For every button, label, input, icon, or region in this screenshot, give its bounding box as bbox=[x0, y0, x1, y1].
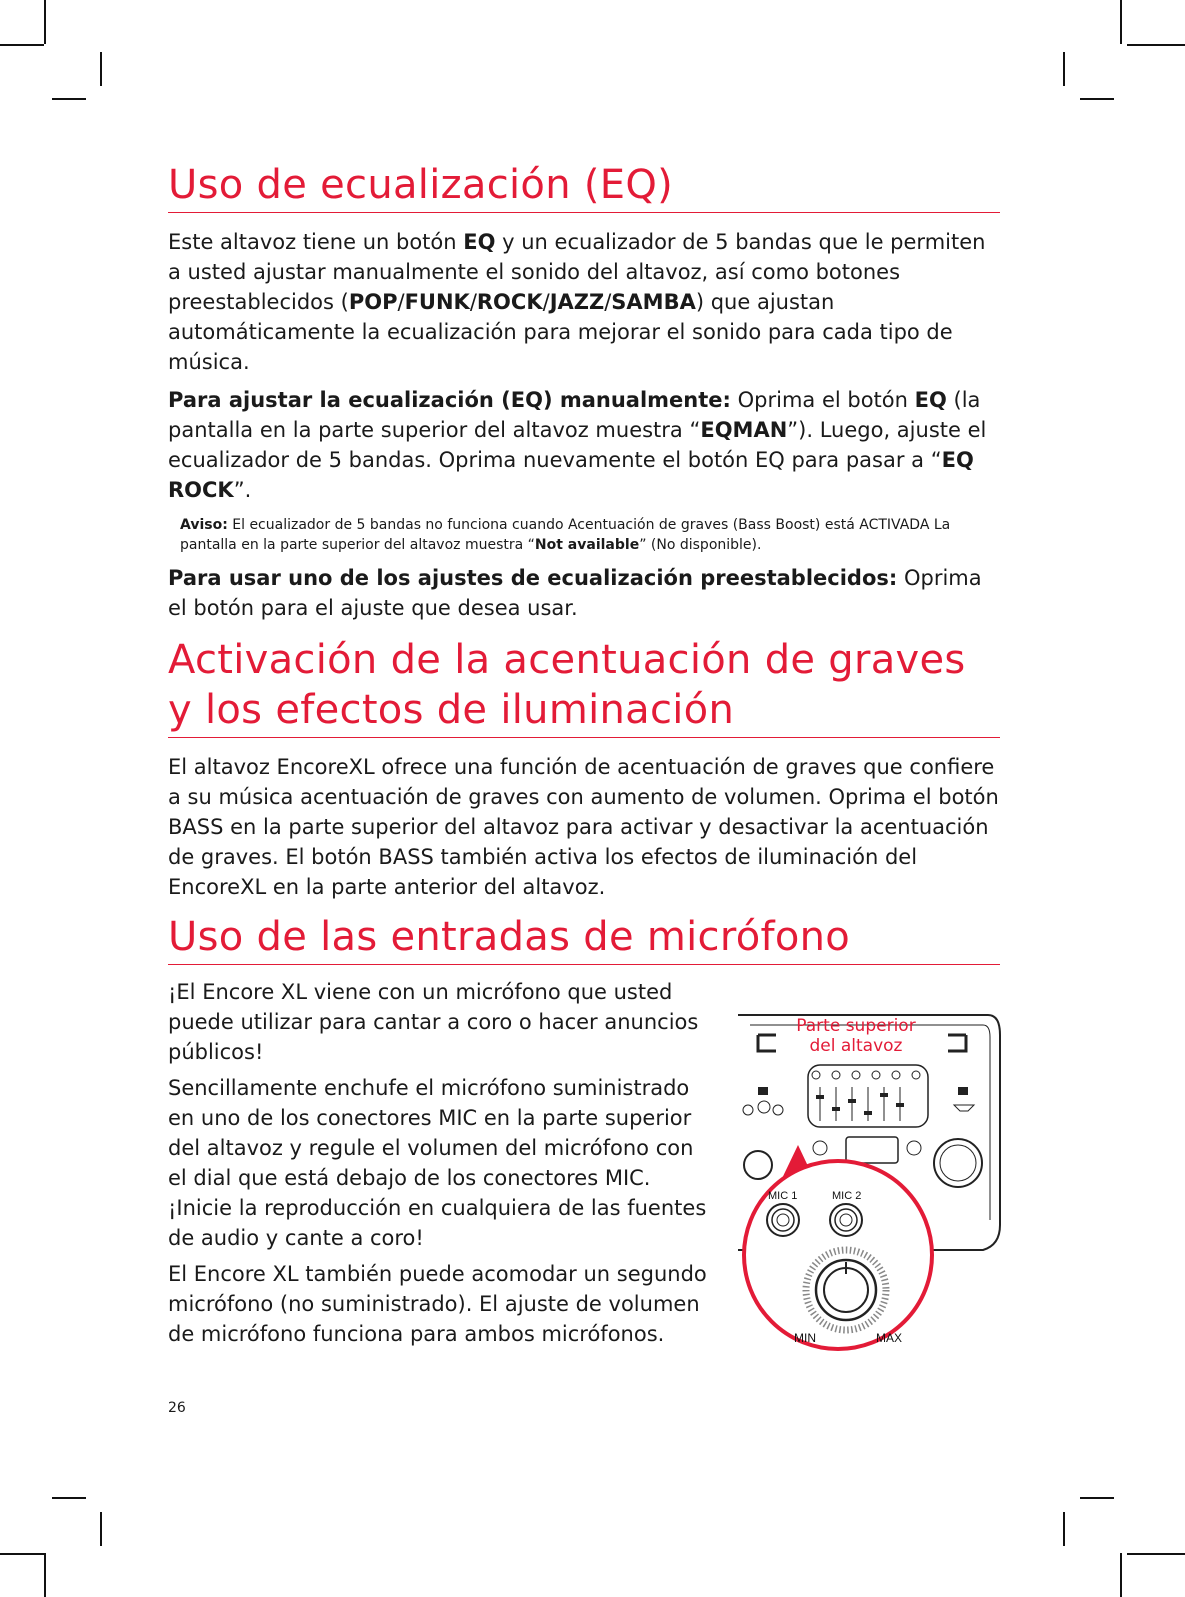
speaker-top-diagram bbox=[728, 995, 1008, 1355]
crop-mark bbox=[0, 44, 44, 46]
speaker-top-illustration bbox=[728, 995, 1008, 1355]
crop-mark bbox=[0, 1553, 44, 1555]
crop-mark bbox=[1080, 98, 1114, 100]
mic1-label: MIC 1 bbox=[768, 1190, 798, 1202]
page-number: 26 bbox=[168, 1400, 186, 1416]
crop-mark bbox=[100, 52, 102, 86]
mic2-label: MIC 2 bbox=[832, 1190, 862, 1202]
bass-section-title: Activación de la acentuación de graves y los efectos de iluminación bbox=[168, 635, 1000, 738]
crop-mark bbox=[52, 98, 86, 100]
mic-section bbox=[168, 965, 1000, 1365]
mic-text-column bbox=[168, 965, 713, 1349]
mic-paragraph-1: ¡El Encore XL viene con un micrófono que usted puede utilizar para cantar a coro o hacer anuncios públicos! bbox=[168, 980, 699, 1064]
mic-paragraph-2: Sencillamente enchufe el micrófono suministrado en uno de los conectores MIC en la parte superior del altavoz y regule el volumen del micrófono con el dial que está debajo de los conectores MIC. ¡Inicie la reproducción en cualquiera de las fuentes de audio y cante a coro! bbox=[168, 1076, 707, 1250]
crop-mark bbox=[1063, 1512, 1065, 1546]
eq-section-title: Uso de ecualización (EQ) bbox=[168, 160, 1000, 213]
min-label: MIN bbox=[794, 1331, 816, 1345]
eq-manual-paragraph: Para ajustar la ecualización (EQ) manualmente: Oprima el botón EQ (la pantalla en la parte superior del altavoz muestra “EQMAN”). Luego, ajuste el ecualizador de 5 bandas. Oprima nuevamente el botón EQ para pasar a “EQ ROCK”. bbox=[168, 388, 987, 502]
crop-mark bbox=[1063, 52, 1065, 86]
page-content bbox=[168, 160, 1000, 1365]
crop-mark bbox=[1080, 1497, 1114, 1499]
crop-mark bbox=[1127, 44, 1185, 46]
diagram-caption-line-2: del altavoz bbox=[809, 1036, 903, 1056]
eq-intro-paragraph: Este altavoz tiene un botón EQ y un ecualizador de 5 bandas que le permiten a usted ajustar manualmente el sonido del altavoz, así como botones preestablecidos (POP/FUNK/ROCK/JAZZ/SAMBA) que ajustan automáticamente la ecualización para mejorar el sonido para cada tipo de música. bbox=[168, 230, 986, 374]
diagram-caption-line-1: Parte superior bbox=[796, 1016, 916, 1036]
crop-mark bbox=[1120, 1553, 1122, 1597]
mic-section-title: Uso de las entradas de micrófono bbox=[168, 912, 1000, 965]
crop-mark bbox=[100, 1512, 102, 1546]
bass-paragraph: El altavoz EncoreXL ofrece una función de acentuación de graves que confiere a su música acentuación de graves con aumento de volumen. Oprima el botón BASS en la parte superior del altavoz para activar y desactivar la acentuación de graves. El botón BASS también activa los efectos de iluminación del EncoreXL en la parte anterior del altavoz. bbox=[168, 755, 999, 899]
mic-paragraph-3: El Encore XL también puede acomodar un segundo micrófono (no suministrado). El ajuste de volumen de micrófono funciona para ambos micrófonos. bbox=[168, 1262, 707, 1346]
crop-mark bbox=[44, 1553, 46, 1597]
crop-mark bbox=[44, 0, 46, 44]
crop-mark bbox=[1120, 0, 1122, 44]
crop-mark bbox=[52, 1497, 86, 1499]
crop-mark bbox=[1127, 1553, 1185, 1555]
max-label: MAX bbox=[876, 1331, 903, 1345]
eq-preset-paragraph: Para usar uno de los ajustes de ecualización preestablecidos: Oprima el botón para el ajuste que desea usar. bbox=[168, 566, 982, 620]
eq-note: Aviso: El ecualizador de 5 bandas no funciona cuando Acentuación de graves (Bass Boost) está ACTIVADA La pantalla en la parte superior del altavoz muestra “Not available” (No disponible). bbox=[180, 517, 951, 553]
